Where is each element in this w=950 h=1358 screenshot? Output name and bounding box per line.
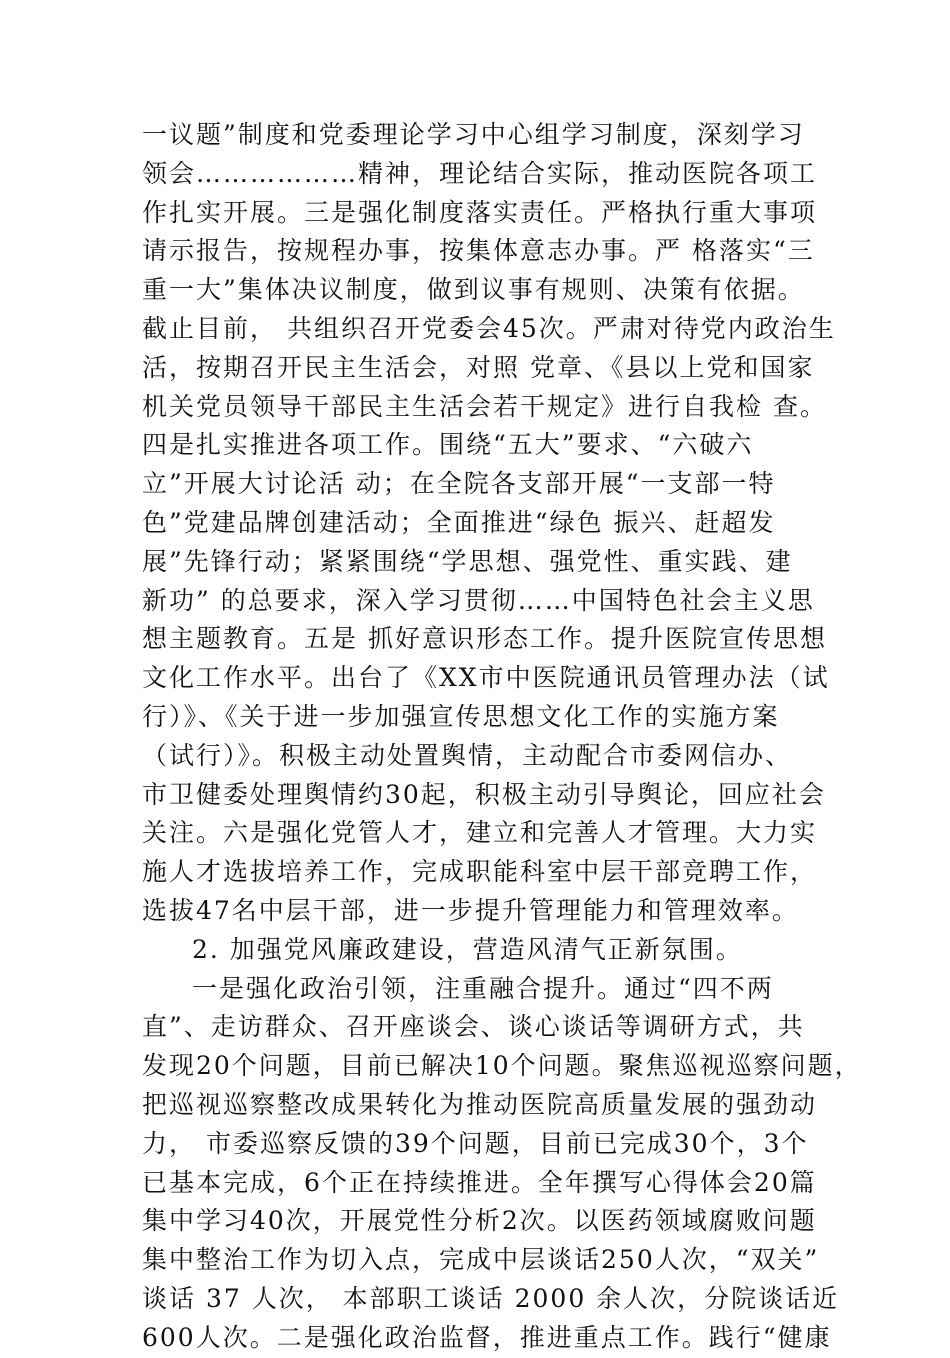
text-line: 领会………………精神，理论结合实际，推动医院各项工 [142,158,818,188]
text-line: 施人才选拔培养工作，完成职能科室中层干部竞聘工作， [142,857,818,887]
text-line: 集中学习40次，开展党性分析2次。以医药领域腐败问题 [142,1206,817,1236]
text-line: 作扎实开展。三是强化制度落实责任。严格执行重大事项 [142,197,818,227]
text-line: 直”、走访群众、召开座谈会、谈心谈话等调研方式，共 [142,1012,805,1042]
text-line: 四是扎实推进各项工作。围绕“五大”要求、“六破六 [142,430,754,460]
text-line: 一是强化政治引领，注重融合提升。通过“四不两 [192,973,774,1003]
document-body [142,116,862,1358]
text-line: （试行）》。积极主动处置舆情，主动配合市委网信办、 [142,740,793,770]
text-line: 谈话 37 人次， 本部职工谈话 2000 余人次，分院谈话近 [142,1283,840,1313]
text-line: 文化工作水平。出台了《XX市中医院通讯员管理办法（试 [142,663,830,693]
text-line: 机关党员领导干部民主生活会若干规定》进行自我检 查。 [142,391,827,421]
text-line: 活，按期召开民主生活会，对照 党章、《县以上党和国家 [142,352,815,382]
text-line: 市卫健委处理舆情约30起，积极主动引导舆论，回应社会 [142,779,826,809]
text-line: 重一大”集体决议制度，做到议事有规则、决策有依据。 [142,275,805,305]
text-line: 行）》、《关于进一步加强宣传思想文化工作的实施方案 [142,701,780,731]
text-line: 想主题教育。五是 抓好意识形态工作。提升医院宣传思想 [142,624,827,654]
text-line: 立”开展大讨论活 动；在全院各支部开展“一支部一特 [142,469,776,499]
text-line: 把巡视巡察整改成果转化为推动医院高质量发展的强劲动 [142,1089,818,1119]
text-line: 关注。六是强化党管人才，建立和完善人才管理。大力实 [142,818,818,848]
text-line: 新功” 的总要求，深入学习贯彻……中国特色社会主义思 [142,585,815,615]
text-line: 力， 市委巡察反馈的39个问题，目前已完成30个，3个 [142,1128,809,1158]
text-line: 600人次。二是强化政治监督，推进重点工作。践行“健康 [142,1322,832,1352]
text-line: 选拔47名中层干部，进一步提升管理能力和管理效率。 [142,895,799,925]
text-line: 截止目前， 共组织召开党委会45次。严肃对待党内政治生 [142,313,836,343]
text-line: 集中整治工作为切入点，完成中层谈话250人次，“双关” [142,1245,820,1275]
text-line: 展”先锋行动；紧紧围绕“学思想、强党性、重实践、建 [142,546,793,576]
text-line: 请示报告，按规程办事，按集体意志办事。严 格落实“三 [142,236,815,266]
section-heading: 2. 加强党风廉政建设，营造风清气正新氛围。 [192,934,743,964]
text-line: 色”党建品牌创建活动；全面推进“绿色 振兴、赶超发 [142,507,776,537]
text-line: 已基本完成，6个正在持续推进。全年撰写心得体会20篇 [142,1167,817,1197]
text-line: 发现20个问题，目前已解决10个问题。聚焦巡视巡察问题， [142,1051,862,1081]
text-line: 一议题”制度和党委理论学习中心组学习制度，深刻学习 [142,120,805,149]
